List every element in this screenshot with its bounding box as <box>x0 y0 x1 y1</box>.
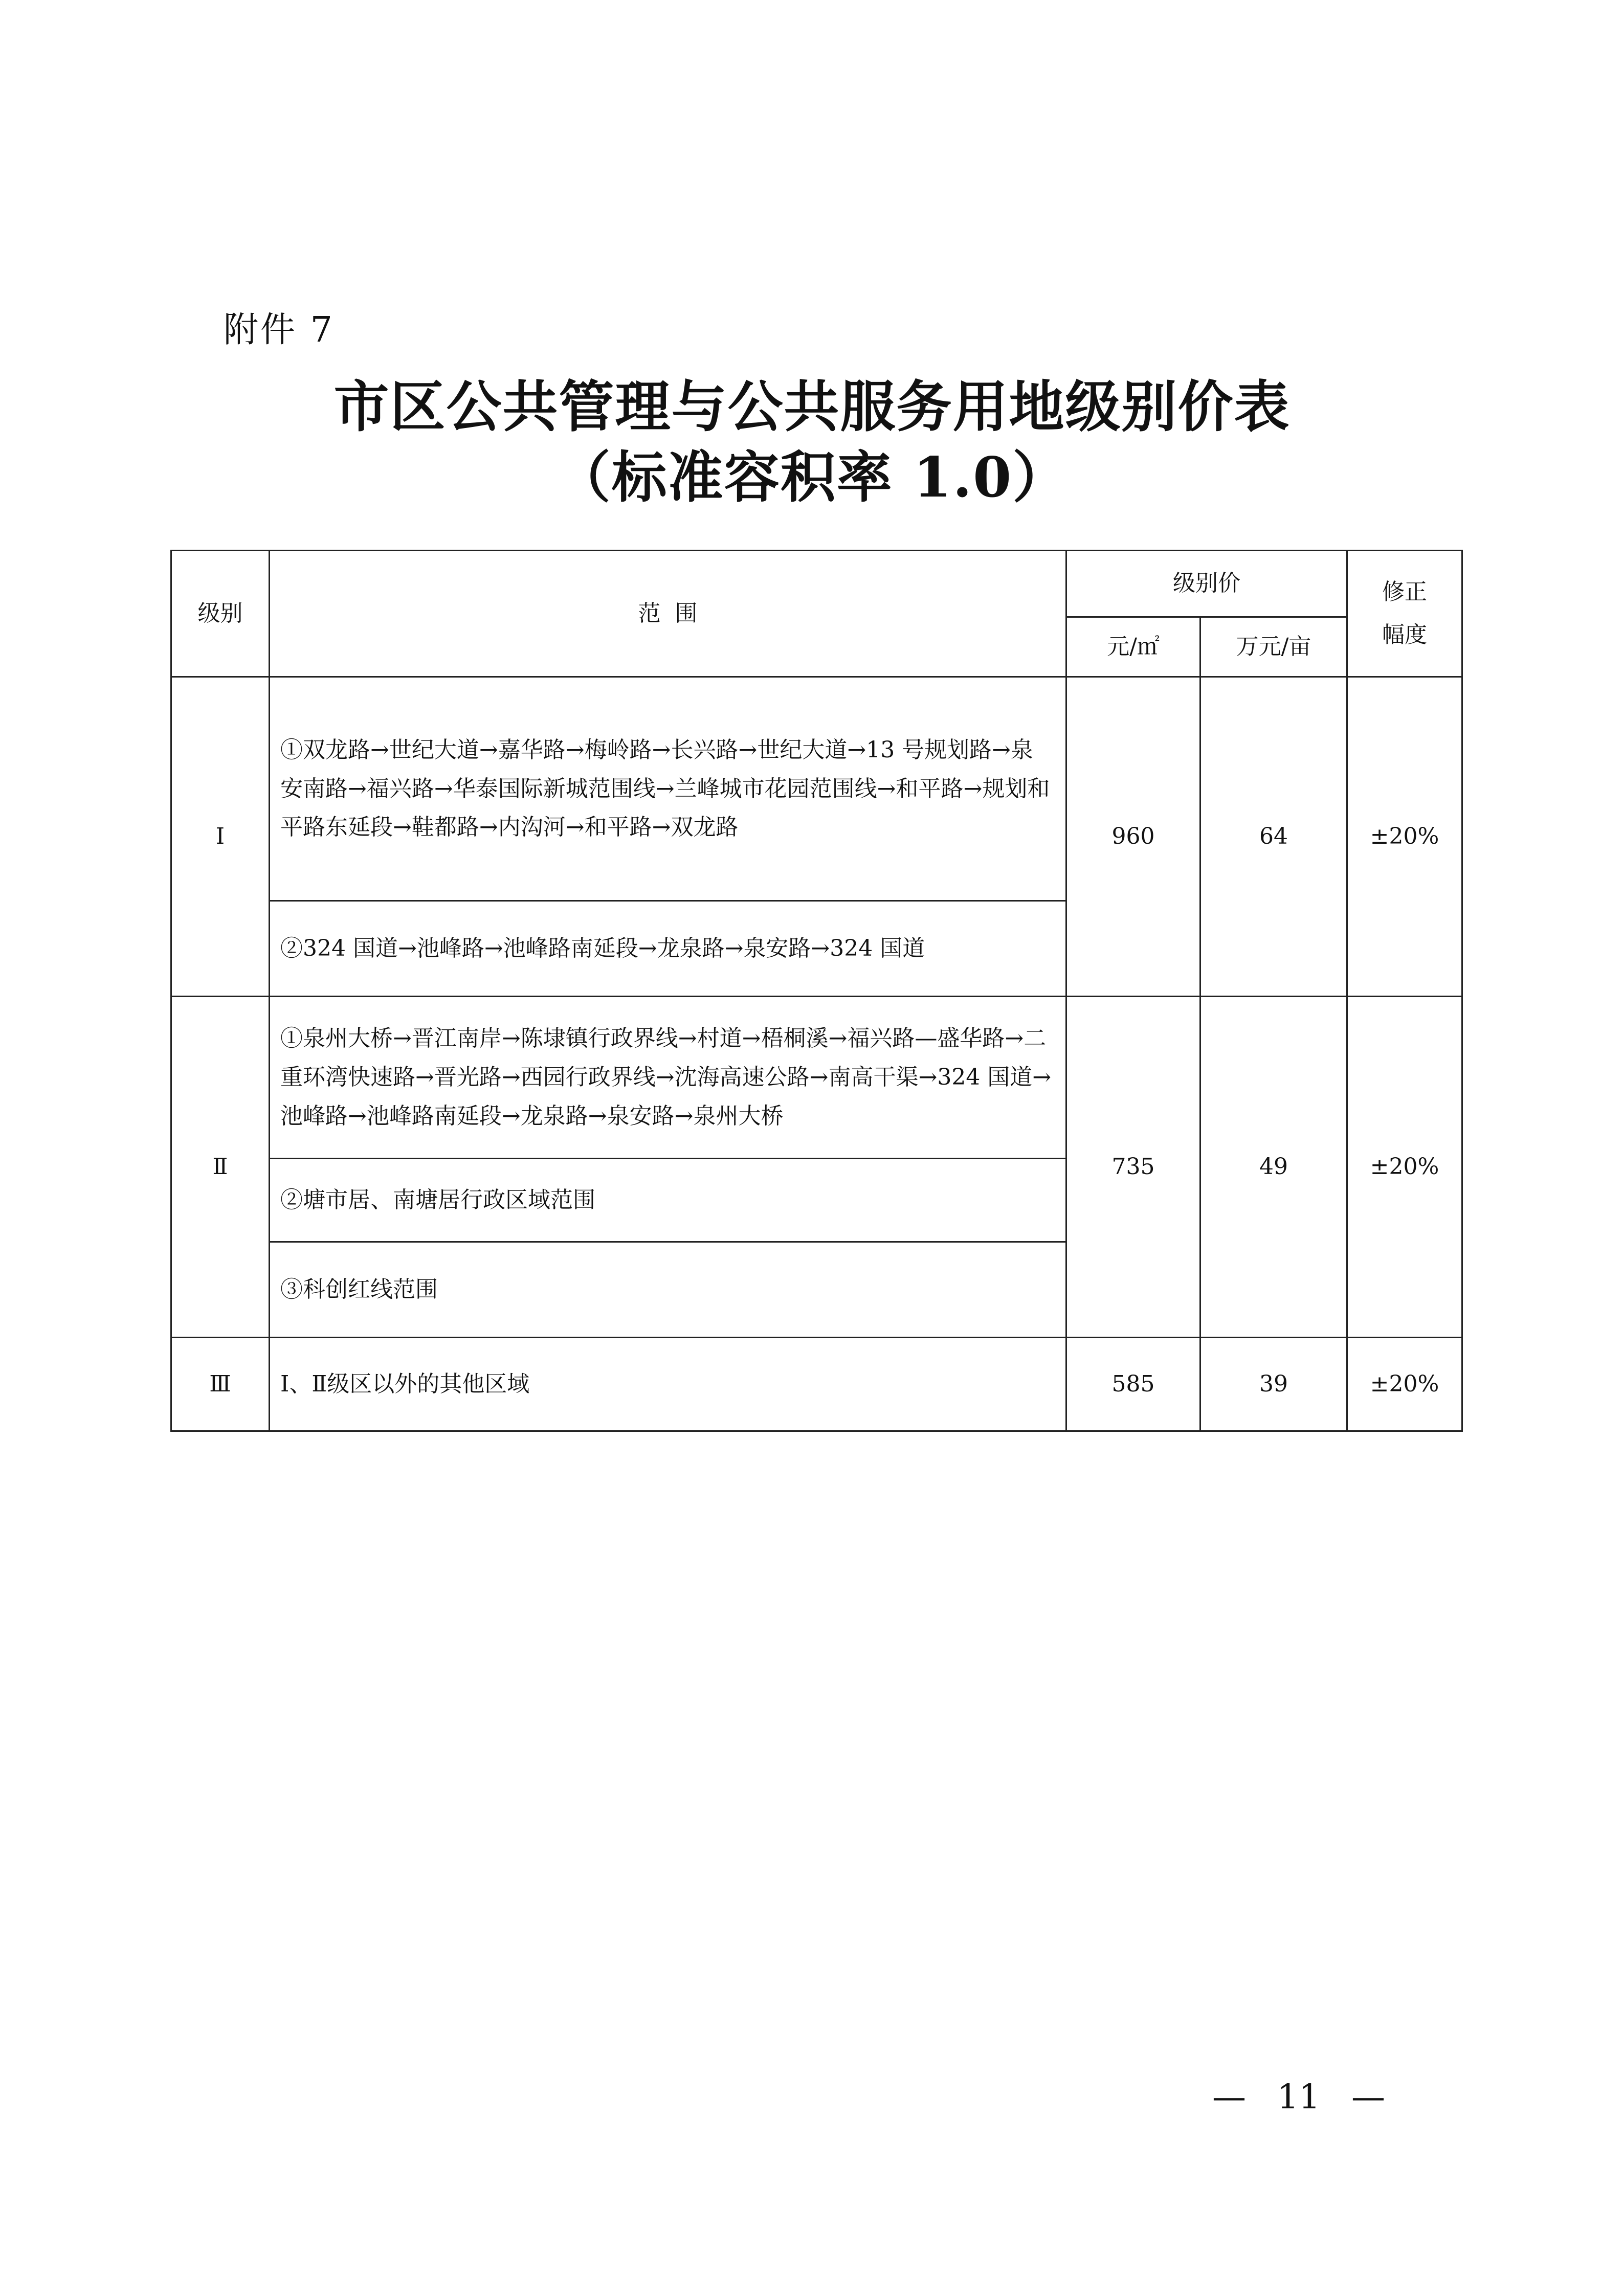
range-cell: ③科创红线范围 <box>270 1242 1066 1338</box>
header-adjust <box>1347 551 1462 677</box>
range-cell: ②324 国道→池峰路→池峰路南延段→龙泉路→泉安路→324 国道 <box>270 901 1066 997</box>
table-row-level: Ⅰ <box>171 677 270 997</box>
range-cell: ①泉州大桥→晋江南岸→陈埭镇行政界线→村道→梧桐溪→福兴路—盛华路→二重环湾快速路→晋光路→西园行政界线→沈海高速公路→南高干渠→324 国道→池峰路→池峰路南延段→龙泉路→泉安路→泉州大桥 <box>270 997 1066 1159</box>
page-subtitle: （标准容积率 1.0） <box>555 445 1069 510</box>
header-range: 范 围 <box>270 551 1066 677</box>
adjust-cell: ±20% <box>1347 677 1462 997</box>
price-sqm-cell: 735 <box>1066 997 1200 1338</box>
price-mu-cell: 49 <box>1200 997 1347 1338</box>
price-mu-cell: 64 <box>1200 677 1347 997</box>
header-adjust-line2: 幅度 <box>1382 622 1427 648</box>
table-row-level: Ⅲ <box>171 1338 270 1431</box>
page-number-dash-right: — <box>1351 2077 1385 2117</box>
price-mu-cell: 39 <box>1200 1338 1347 1431</box>
table-row-level: Ⅱ <box>171 997 270 1338</box>
range-cell: ②塘市居、南塘居行政区域范围 <box>270 1159 1066 1242</box>
page-number: 11 <box>1277 2077 1320 2117</box>
adjust-cell: ±20% <box>1347 1338 1462 1431</box>
header-price-group: 级别价 <box>1066 551 1347 617</box>
range-cell: ①双龙路→世纪大道→嘉华路→梅岭路→长兴路→世纪大道→13 号规划路→泉安南路→福兴路→华泰国际新城范围线→兰峰城市花园范围线→和平路→规划和平路东延段→鞋都路→内沟河→和平路→双龙路 <box>270 677 1066 901</box>
price-table <box>170 550 1463 1432</box>
page-title: 市区公共管理与公共服务用地级别价表 <box>333 375 1291 439</box>
header-adjust-line1: 修正 <box>1382 579 1427 605</box>
header-unit-sqm: 元/㎡ <box>1066 617 1200 677</box>
header-unit-mu: 万元/亩 <box>1200 617 1347 677</box>
price-sqm-cell: 585 <box>1066 1338 1200 1431</box>
page-number-dash-left: — <box>1212 2077 1246 2117</box>
adjust-cell: ±20% <box>1347 997 1462 1338</box>
attachment-label: 附件 7 <box>224 310 335 350</box>
range-cell: Ⅰ、Ⅱ级区以外的其他区域 <box>270 1338 1066 1431</box>
page-footer <box>1212 2077 1385 2117</box>
header-level: 级别 <box>171 551 270 677</box>
price-sqm-cell: 960 <box>1066 677 1200 997</box>
